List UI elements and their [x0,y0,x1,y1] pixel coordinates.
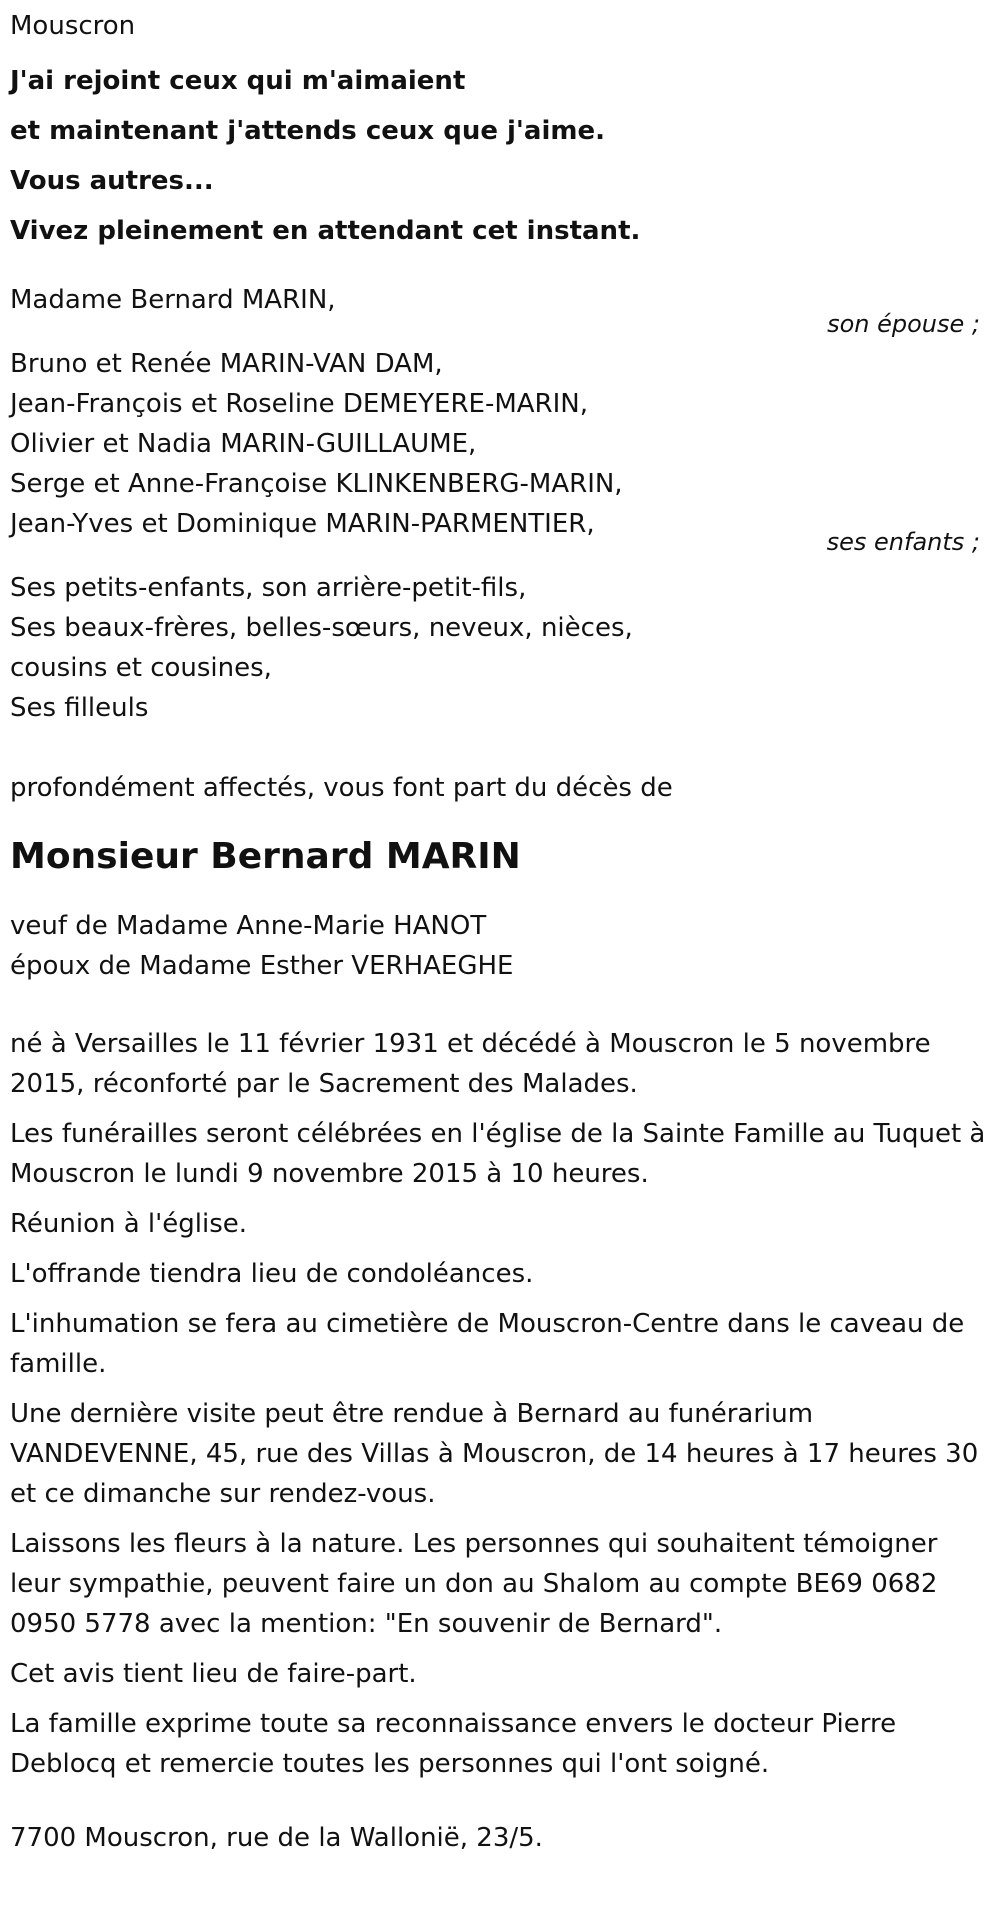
child-couple: Serge et Anne-Françoise KLINKENBERG-MARIN, [10,469,623,499]
relatives-block [10,568,990,728]
children-block [10,344,990,556]
announcement-text: profondément affectés, vous font part du décès de [10,773,673,803]
marital-line: époux de Madame Esther VERHAEGHE [10,951,514,981]
marital-line: veuf de Madame Anne-Marie HANOT [10,911,487,941]
child-couple: Jean-Yves et Dominique MARIN-PARMENTIER, [10,509,595,539]
address-line: 7700 Mouscron, rue de la Walloniё, 23/5. [10,1823,543,1853]
relatives-line: cousins et cousines, [10,653,272,683]
spouse-role: son épouse ; [827,310,980,338]
burial-paragraph: L'inhumation se fera au cimetière de Mouscron-Centre dans le caveau de famille. [10,1309,965,1379]
details-block [10,1024,990,1784]
verse-line: J'ai rejoint ceux qui m'aimaient [10,66,466,96]
child-couple: Olivier et Nadia MARIN-GUILLAUME, [10,429,477,459]
notice-paragraph: Cet avis tient lieu de faire-part. [10,1659,417,1689]
verse-line: Vous autres... [10,166,214,196]
children-role: ses enfants ; [826,528,980,556]
meeting-paragraph: Réunion à l'église. [10,1209,248,1239]
relatives-line: Ses petits-enfants, son arrière-petit-fils, [10,573,527,603]
verse-line: Vivez pleinement en attendant cet instant. [10,216,641,246]
city-header: Mouscron [10,11,136,41]
visit-paragraph: Une dernière visite peut être rendue à Bernard au funérarium VANDEVENNE, 45, rue des Villas à Mouscron, de 14 heures à 17 heures 30 et ce dimanche sur rendez-vous. [10,1399,979,1509]
verse-block [10,56,990,256]
child-couple: Jean-François et Roseline DEMEYERE-MARIN, [10,389,589,419]
verse-line: et maintenant j'attends ceux que j'aime. [10,116,605,146]
child-couple: Bruno et Renée MARIN-VAN DAM, [10,349,443,379]
donation-paragraph: Laissons les fleurs à la nature. Les personnes qui souhaitent témoigner leur sympathie, peuvent faire un don au Shalom au compte BE69 0682 0950 5778 avec la mention: "En souvenir de Bernard". [10,1529,938,1639]
marital-block [10,906,990,986]
spouse-name: Madame Bernard MARIN, [10,285,336,315]
offering-paragraph: L'offrande tiendra lieu de condoléances. [10,1259,534,1289]
birth-death-paragraph: né à Versailles le 11 février 1931 et décédé à Mouscron le 5 novembre 2015, réconforté par le Sacrement des Malades. [10,1029,931,1099]
thanks-paragraph: La famille exprime toute sa reconnaissance envers le docteur Pierre Deblocq et remercie toutes les personnes qui l'ont soigné. [10,1709,897,1779]
spouse-block [10,280,990,338]
deceased-name: Monsieur Bernard MARIN [10,836,521,877]
relatives-line: Ses filleuls [10,693,149,723]
funeral-paragraph: Les funérailles seront célébrées en l'église de la Sainte Famille au Tuquet à Mouscron le lundi 9 novembre 2015 à 10 heures. [10,1119,986,1189]
relatives-line: Ses beaux-frères, belles-sœurs, neveux, nièces, [10,613,633,643]
